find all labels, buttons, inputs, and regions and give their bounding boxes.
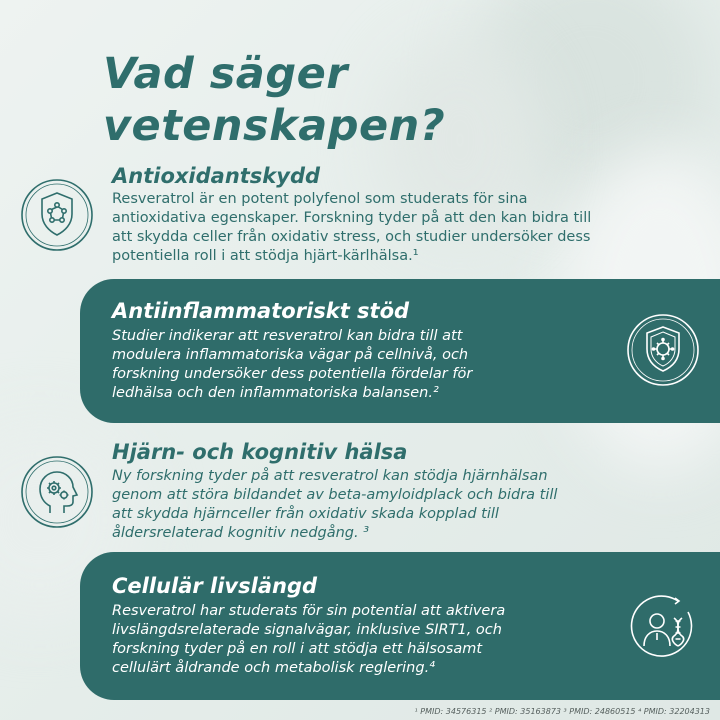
section-body-longevity [112,602,505,678]
body-line: att skydda celler från oxidativ stress, och studier undersöker dess [112,229,591,245]
head-gears-icon [20,455,94,529]
body-line: åldersrelaterad kognitiv nedgång. ³ [112,525,370,541]
body-line: livslängdsrelaterade signalvägar, inklusive SIRT1, och [112,622,502,638]
shield-molecule-icon [20,178,94,252]
body-line: Resveratrol är en potent polyfenol som studerats för sina [112,191,528,207]
headline-line-2: vetenskapen? [103,101,446,151]
section-title-longevity: Cellulär livslängd [112,574,318,598]
section-title-antiinflammatory: Antiinflammatoriskt stöd [112,299,410,323]
body-line: cellulärt åldrande och metabolisk reglering.⁴ [112,660,435,676]
body-line: forskning undersöker dess potentiella fördelar för [112,366,473,382]
body-line: Resveratrol har studerats för sin potential att aktivera [112,603,506,619]
section-title-brain-health: Hjärn- och kognitiv hälsa [112,440,408,464]
body-line: Studier indikerar att resveratrol kan bidra till att [112,328,463,344]
body-line: att skydda hjärnceller från oxidativ skada kopplad till [112,506,499,522]
body-line: genom att störa bildandet av beta-amyloidplack och bidra till [112,487,558,503]
headline-line-1: Vad säger [103,49,348,99]
section-body-antiinflammatory [112,327,472,403]
body-line: ledhälsa och den inflammatoriska balansen.² [112,385,439,401]
section-body-antioxidant [112,190,591,266]
body-line: forskning tyder på en roll i att stödja ett hälsosamt [112,641,483,657]
shield-virus-icon [626,313,700,387]
references-footnote: ¹ PMID: 34576315 ² PMID: 35163873 ³ PMID: 24860515 ⁴ PMID: 32204313 [414,707,710,716]
body-line: Ny forskning tyder på att resveratrol kan stödja hjärnhälsan [112,468,548,484]
section-title-antioxidant: Antioxidantskydd [112,164,321,188]
body-line: modulera inflammatoriska vägar på cellnivå, och [112,347,469,363]
person-dna-icon [626,590,700,664]
page-headline [103,48,445,152]
body-line: antioxidativa egenskaper. Forskning tyder på att den kan bidra till [112,210,592,226]
body-line: potentiella roll i att stödja hjärt-kärlhälsa.¹ [112,248,419,264]
section-body-brain-health [112,467,557,543]
